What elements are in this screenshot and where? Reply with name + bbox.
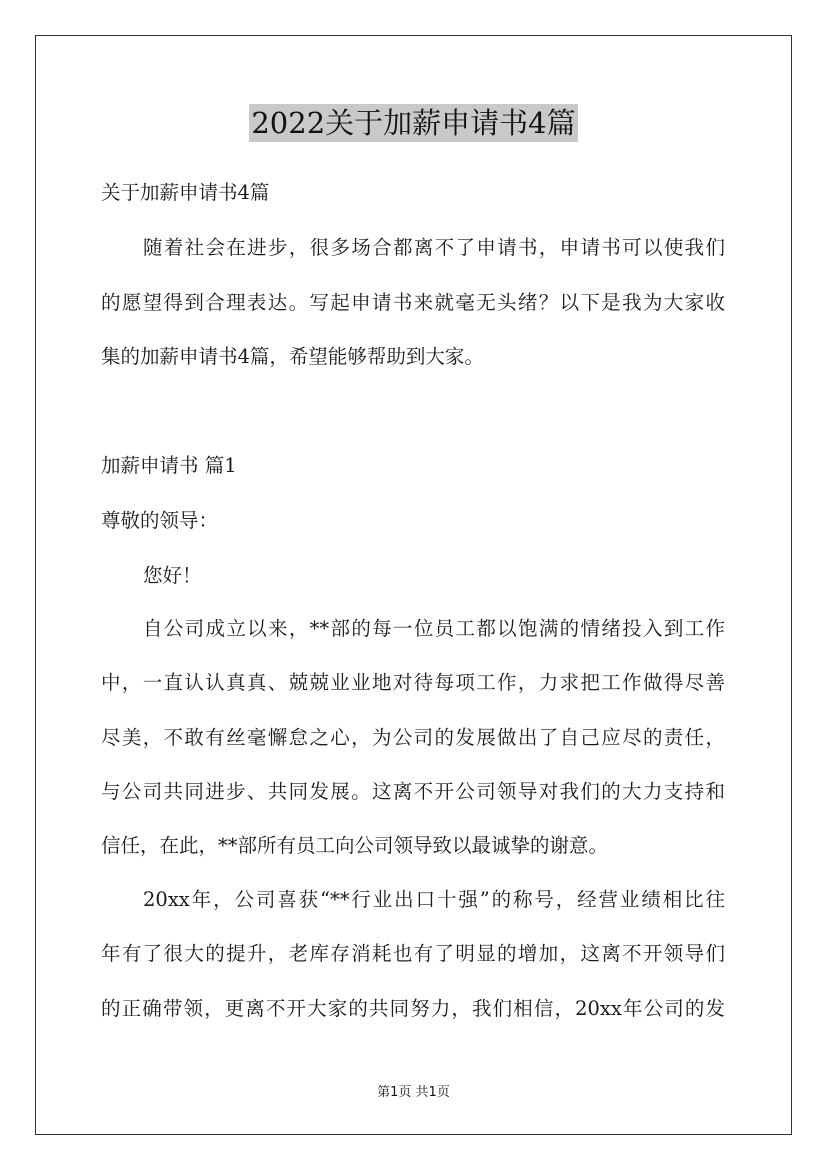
salutation: 尊敬的领导：: [101, 509, 219, 532]
para1-line-1: 自公司成立以来，**部的每一位员工都以饱满的情绪投入到工作: [143, 617, 725, 640]
para2-line-3: 的正确带领，更离不开大家的共同努力，我们相信，20xx年公司的发: [101, 997, 725, 1020]
para1-line-2: 中，一直认认真真、兢兢业业地对待每项工作，力求把工作做得尽善: [101, 671, 725, 694]
intro-line-2: 的愿望得到合理表达。写起申请书来就毫无头绪？以下是我为大家收: [101, 291, 725, 314]
para1-line-3: 尽美，不敢有丝毫懈怠之心，为公司的发展做出了自己应尽的责任，: [101, 726, 725, 749]
intro-line-1: 随着社会在进步，很多场合都离不了申请书，申请书可以使我们: [143, 236, 725, 259]
document-title: 2022关于加薪申请书4篇: [251, 106, 576, 140]
para1-line-5: 信任，在此，**部所有员工向公司领导致以最诚挚的谢意。: [101, 834, 609, 857]
page-number: 第1页 共1页: [377, 1085, 450, 1100]
para1-line-4: 与公司共同进步、共同发展。这离不开公司领导对我们的大力支持和: [101, 780, 725, 803]
greeting: 您好！: [143, 564, 202, 587]
document-subtitle: 关于加薪申请书4篇: [101, 181, 270, 204]
para2-line-1: 20xx年，公司喜获“**行业出口十强”的称号，经营业绩相比往: [143, 888, 725, 911]
intro-line-3: 集的加薪申请书4篇，希望能够帮助到大家。: [101, 345, 484, 368]
title-container: [0, 104, 827, 142]
para2-line-2: 年有了很大的提升，老库存消耗也有了明显的增加，这离不开领导们: [101, 942, 725, 965]
section-heading: 加薪申请书 篇1: [101, 454, 237, 477]
